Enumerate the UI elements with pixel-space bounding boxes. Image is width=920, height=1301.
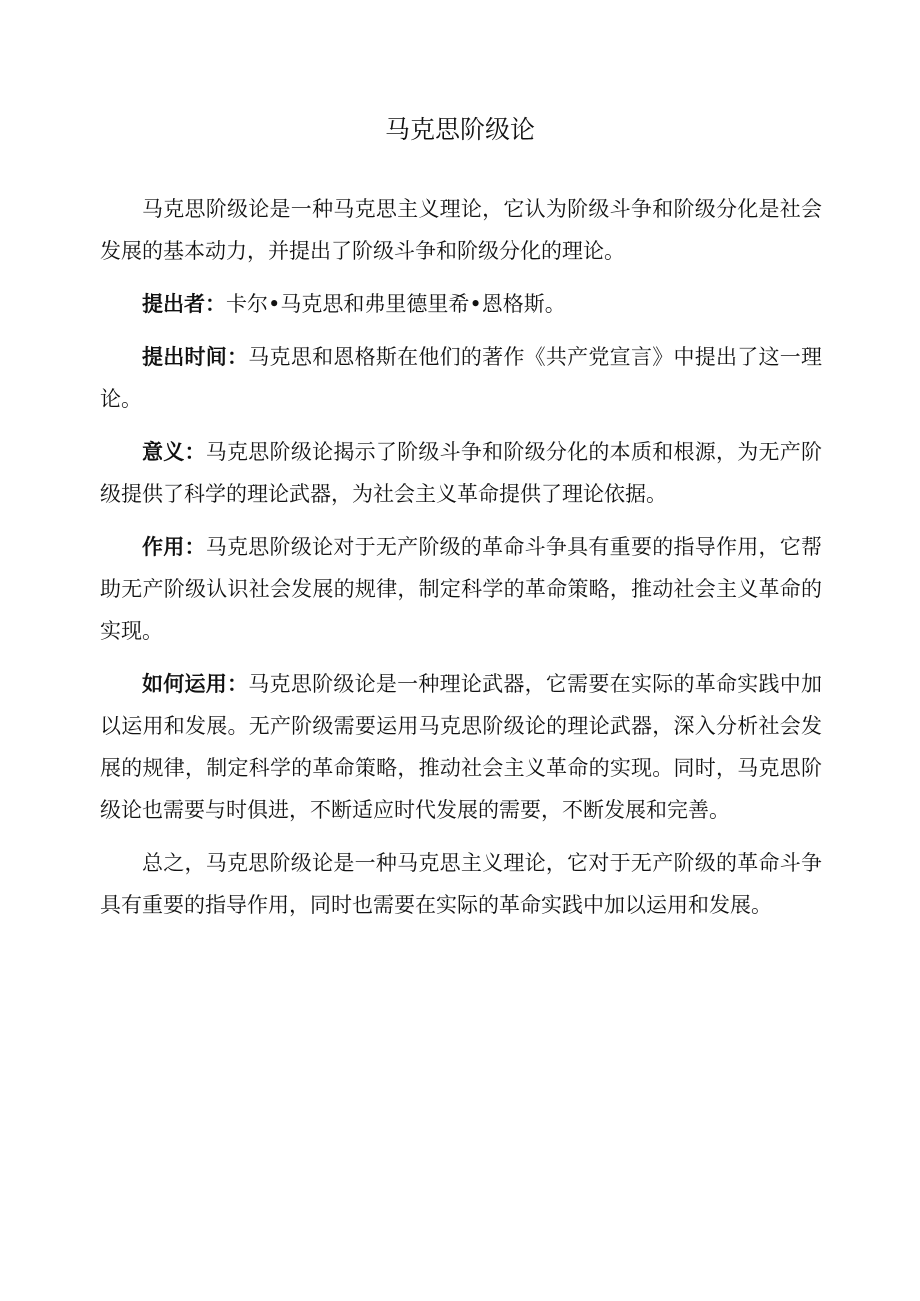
- significance-paragraph: [100, 431, 822, 515]
- role-text: 马克思阶级论对于无产阶级的革命斗争具有重要的指导作用，它帮助无产阶级认识社会发展的规律，制定科学的革命策略，推动社会主义革命的实现。: [100, 535, 823, 643]
- conclusion-paragraph: 总之，马克思阶级论是一种马克思主义理论，它对于无产阶级的革命斗争具有重要的指导作用，同时也需要在实际的革命实践中加以运用和发展。: [100, 851, 822, 917]
- proposal-time-paragraph: [100, 336, 822, 420]
- proposal-time-text: 马克思和恩格斯在他们的著作《共产党宣言》中提出了这一理论。: [100, 345, 823, 411]
- page-title: 马克思阶级论: [384, 115, 535, 144]
- document-body: [100, 188, 822, 937]
- proposer-label: 提出者：: [142, 292, 226, 316]
- role-paragraph: [100, 526, 822, 652]
- application-label: 如何运用：: [142, 672, 249, 696]
- role-label: 作用：: [142, 535, 206, 559]
- application-paragraph: [100, 663, 822, 831]
- significance-label: 意义：: [142, 440, 206, 464]
- application-text: 马克思阶级论是一种理论武器，它需要在实际的革命实践中加以运用和发展。无产阶级需要运用马克思阶级论的理论武器，深入分析社会发展的规律，制定科学的革命策略，推动社会主义革命的实现。同时，马克思阶级论也需要与时俱进，不断适应时代发展的需要，不断发展和完善。: [100, 672, 823, 822]
- proposal-time-label: 提出时间：: [142, 345, 249, 369]
- proposer-text: 卡尔•马克思和弗里德里希•恩格斯。: [226, 292, 566, 316]
- significance-text: 马克思阶级论揭示了阶级斗争和阶级分化的本质和根源，为无产阶级提供了科学的理论武器，为社会主义革命提供了理论依据。: [100, 440, 823, 506]
- intro-paragraph: 马克思阶级论是一种马克思主义理论，它认为阶级斗争和阶级分化是社会发展的基本动力，并提出了阶级斗争和阶级分化的理论。: [100, 197, 822, 263]
- proposer-paragraph: [100, 283, 822, 325]
